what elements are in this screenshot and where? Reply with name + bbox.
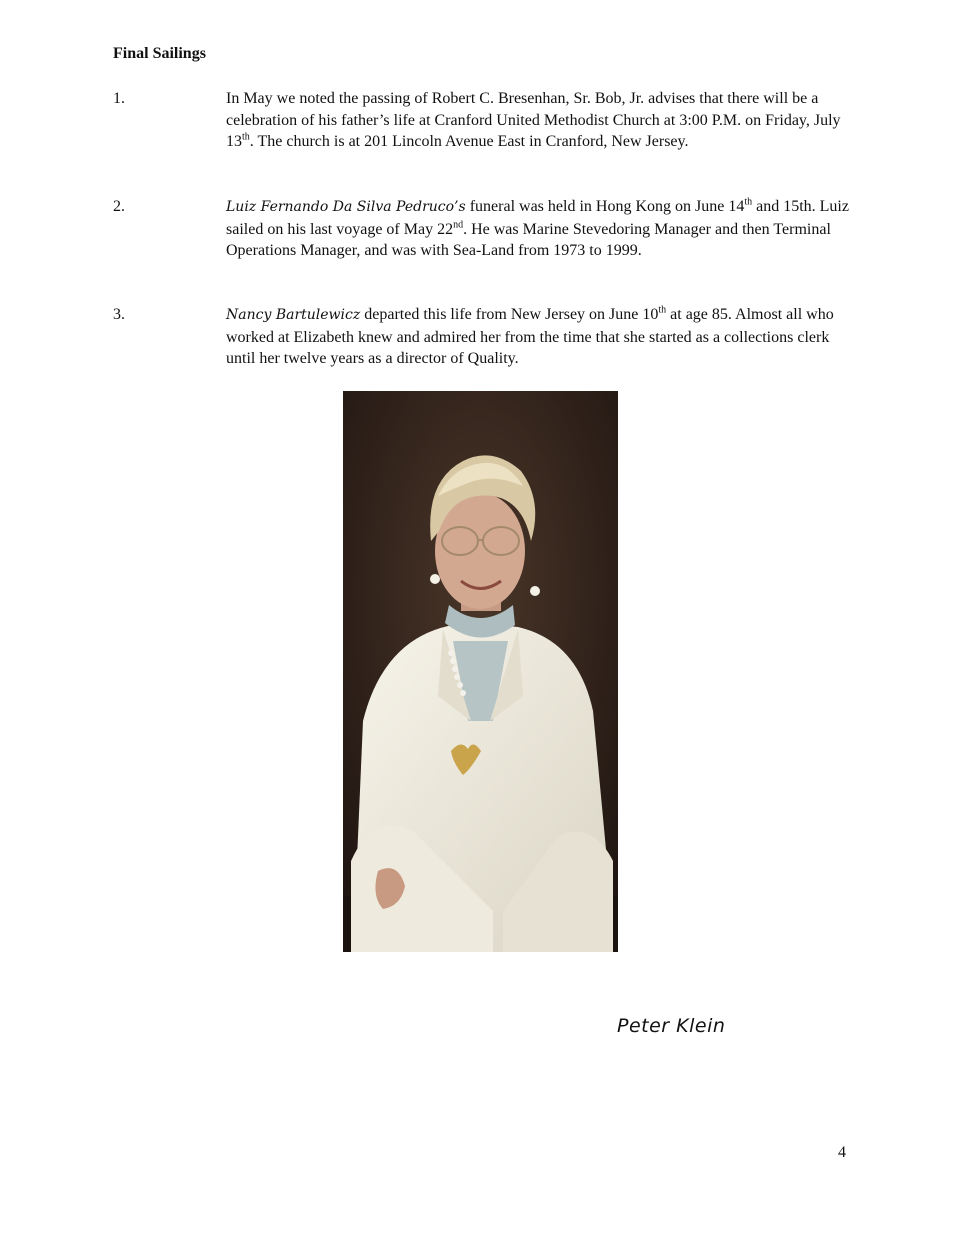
item-text-part: funeral was held in Hong Kong on June 14 [465, 198, 745, 215]
item-number: 2. [113, 198, 125, 215]
item-text [226, 88, 854, 153]
item-number: 1. [113, 90, 125, 107]
signature: Peter Klein [617, 1015, 726, 1037]
portrait-photo [343, 391, 618, 952]
ordinal-suffix: th [242, 132, 250, 144]
person-name: Nancy Bartulewicz [226, 307, 361, 323]
item-text-part: and 15th. Luiz sailed on his last voyage of May 22 [226, 198, 849, 238]
ordinal-suffix: th [744, 196, 753, 208]
person-name: Luiz Fernando Da Silva Pedruco’s [226, 199, 466, 215]
page-number: 4 [838, 1144, 846, 1161]
ordinal-suffix: nd [453, 219, 464, 231]
item-number: 3. [113, 306, 125, 323]
item-text-part: In May we noted the passing of Robert C. Bresenhan, Sr. Bob, Jr. advises that there will be a celebration of his father’s life at Cranford United Methodist Church at 3:00 P.M. on Friday, July 13 [226, 90, 841, 151]
page-heading: Final Sailings [113, 45, 206, 62]
item-text-part: . He was Marine Stevedoring Manager and then Terminal Operations Manager, and was with Sea-Land from 1973 to 1999. [226, 220, 831, 260]
item-text-part: departed this life from New Jersey on June 10 [360, 306, 659, 323]
item-text-part: . The church is at 201 Lincoln Avenue East in Cranford, New Jersey. [249, 133, 689, 151]
item-text [226, 196, 854, 262]
item-text-part: at age 85. Almost all who worked at Elizabeth knew and admired her from the time that she started as a collections clerk until her twelve years as a director of Quality. [226, 306, 834, 368]
item-text [226, 304, 854, 370]
ordinal-suffix: th [658, 304, 667, 316]
